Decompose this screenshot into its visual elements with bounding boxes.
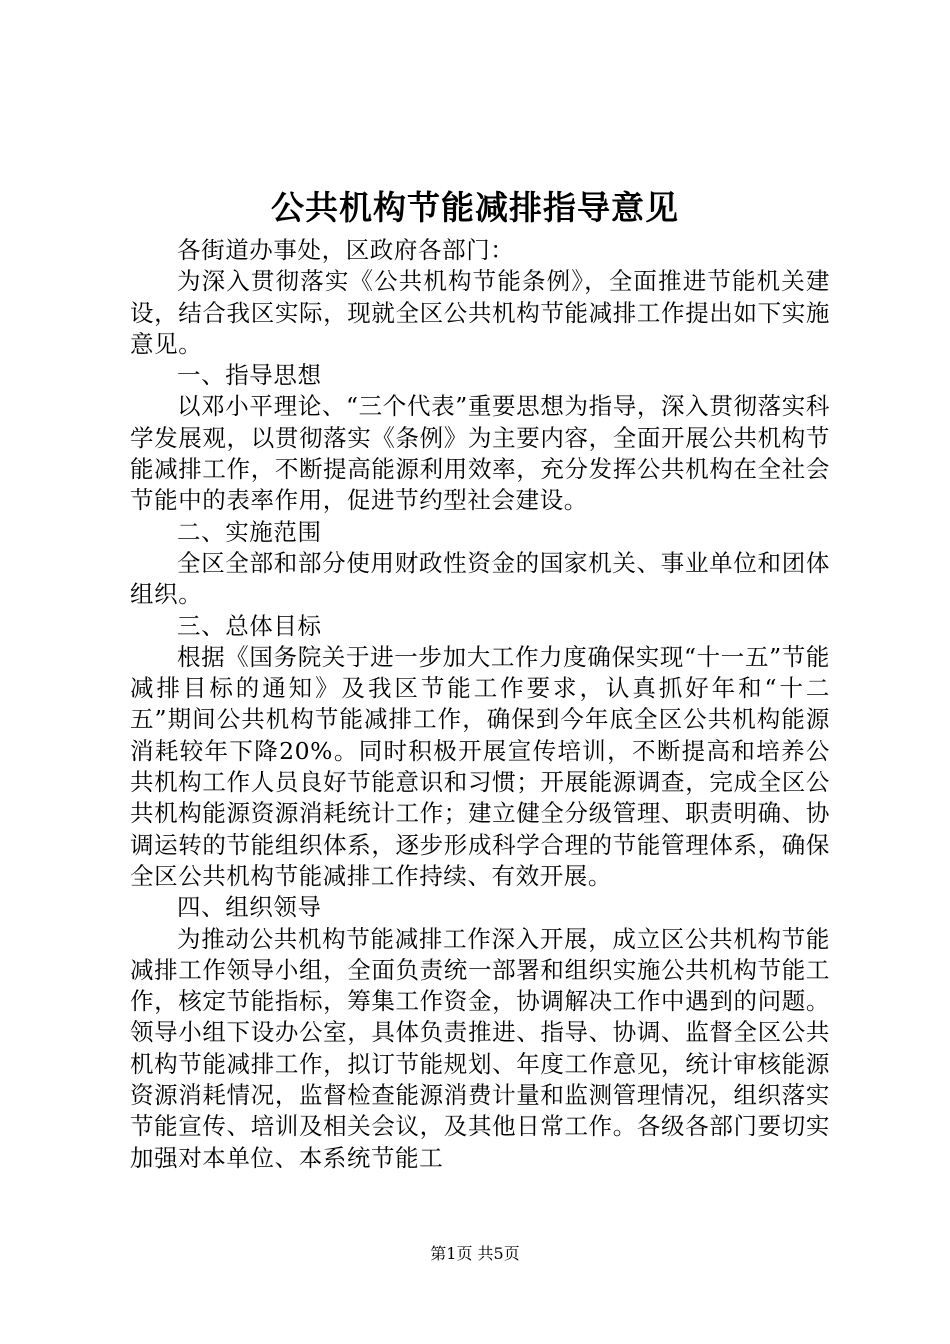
document-body — [130, 235, 830, 1174]
section-heading-overall-goal: 三、总体目标 — [177, 611, 322, 640]
section-heading-guiding-thought: 一、指导思想 — [177, 361, 322, 390]
document-title: 公共机构节能减排指导意见 — [271, 188, 679, 227]
intro-paragraph: 为深入贯彻落实《公共机构节能条例》，全面推进节能机关建设，结合我区实际，现就全区公共机构节能减排工作提出如下实施意见。 — [130, 267, 830, 358]
overall-goal-paragraph: 根据《国务院关于进一步加大工作力度确保实现“十一五”节能减排目标的通知》及我区节能工作要求，认真抓好年和“十二五”期间公共机构节能减排工作，确保到今年底全区公共机构能源消耗较年下降20%。同时积极开展宣传培训，不断提高和培养公共机构工作人员良好节能意识和习惯；开展能源调查，完成全区公共机构能源资源消耗统计工作；建立健全分级管理、职责明确、协调运转的节能组织体系，逐步形成科学合理的节能管理体系，确保全区公共机构节能减排工作持续、有效开展。 — [130, 642, 830, 890]
guiding-thought-paragraph: 以邓小平理论、“三个代表”重要思想为指导，深入贯彻落实科学发展观，以贯彻落实《条例》为主要内容，全面开展公共机构节能减排工作，不断提高能源利用效率，充分发挥公共机构在全社会节能中的表率作用，促进节约型社会建设。 — [130, 392, 830, 515]
scope-paragraph: 全区全部和部分使用财政性资金的国家机关、事业单位和团体组织。 — [130, 548, 830, 609]
salutation-paragraph: 各街道办事处，区政府各部门： — [177, 236, 515, 264]
section-heading-scope: 二、实施范围 — [177, 517, 322, 546]
section-heading-organization: 四、组织领导 — [177, 893, 322, 922]
organization-paragraph: 为推动公共机构节能减排工作深入开展，成立区公共机构节能减排工作领导小组，全面负责统一部署和组织实施公共机构节能工作，核定节能指标，筹集工作资金，协调解决工作中遇到的问题。领导小组下设办公室，具体负责推进、指导、协调、监督全区公共机构节能减排工作，拟订节能规划、年度工作意见，统计审核能源资源消耗情况，监督检查能源消费计量和监测管理情况，组织落实节能宣传、培训及相关会议，及其他日常工作。各级各部门要切实加强对本单位、本系统节能工 — [130, 924, 830, 1172]
page-number-footer: 第1页 共5页 — [430, 1244, 520, 1263]
